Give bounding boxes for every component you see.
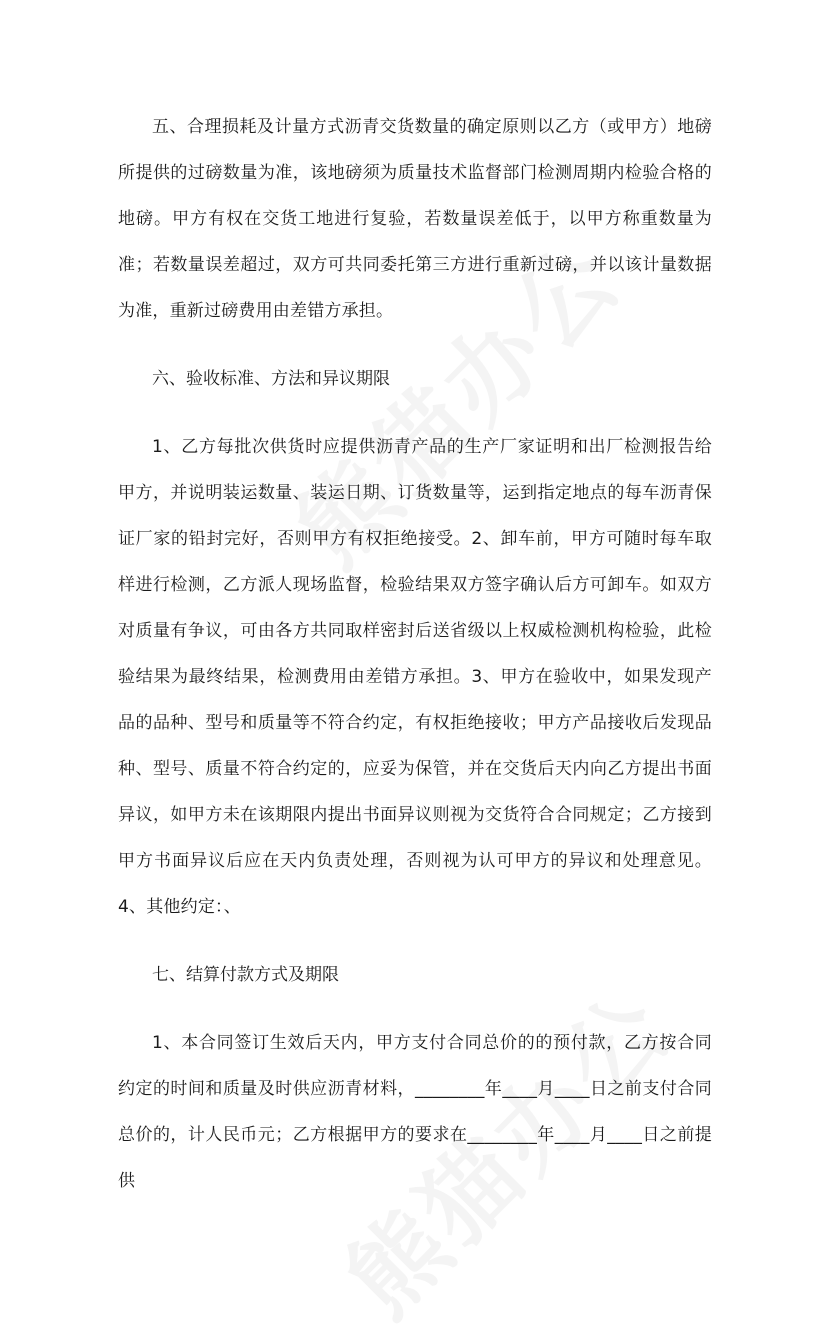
section-6-heading: 六、验收标准、方法和异议期限 — [152, 369, 390, 389]
section-7-heading: 七、结算付款方式及期限 — [152, 965, 339, 985]
document-body — [118, 104, 712, 1204]
section-6-paragraph: 1、乙方每批次供货时应提供沥青产品的生产厂家证明和出厂检测报告给甲方，并说明装运数量、装运日期、订货数量等，运到指定地点的每车沥青保证厂家的铅封完好，否则甲方有权拒绝接受。2、卸车前，甲方可随时每车取样进行检测，乙方派人现场监督，检验结果双方签字确认后方可卸车。如双方对质量有争议，可由各方共同取样密封后送省级以上权威检测机构检验，此检验结果为最终结果，检测费用由差错方承担。3、甲方在验收中，如果发现产品的品种、型号和质量等不符合约定，有权拒绝接收；甲方产品接收后发现品种、型号、质量不符合约定的，应妥为保管，并在交货后天内向乙方提出书面异议，如甲方未在该期限内提出书面异议则视为交货符合合同规定；乙方接到甲方书面异议后应在天内负责处理，否则视为认可甲方的异议和处理意见。4、其他约定：、 — [118, 437, 712, 917]
spacer — [118, 334, 712, 356]
spacer — [118, 402, 712, 424]
section-5-paragraph: 五、合理损耗及计量方式沥青交货数量的确定原则以乙方（或甲方）地磅所提供的过磅数量为准，该地磅须为质量技术监督部门检测周期内检验合格的地磅。甲方有权在交货工地进行复验，若数量误差低于，以甲方称重数量为准；若数量误差超过，双方可共同委托第三方进行重新过磅，并以该计量数据为准，重新过磅费用由差错方承担。 — [118, 117, 712, 321]
spacer — [118, 930, 712, 952]
section-7-paragraph: 1、本合同签订生效后天内，甲方支付合同总价的的预付款，乙方按合同约定的时间和质量及时供应沥青材料，________年____月____日之前支付合同总价的，计人民币元；乙方根据甲方的要求在________年____月____日之前提供 — [118, 1033, 712, 1191]
spacer — [118, 998, 712, 1020]
